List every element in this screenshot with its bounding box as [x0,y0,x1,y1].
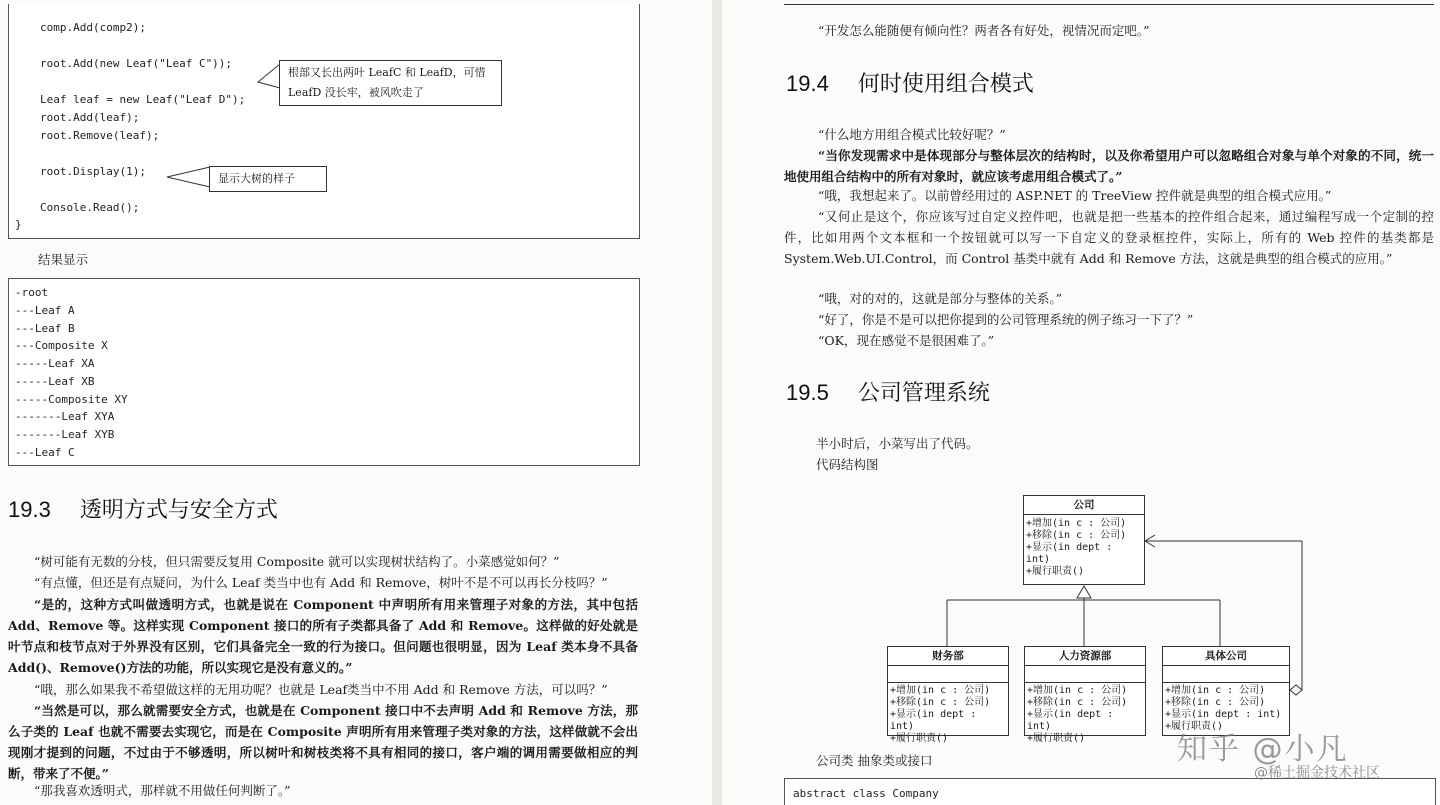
paragraph: “那我喜欢透明式，那样就不用做任何判断了。” [34,783,291,798]
callout-text: 显示大树的样子 [218,172,295,185]
uml-operation: +增加(in c : 公司) [1027,685,1128,696]
output-line: -------Leaf XYA [15,410,115,423]
section-number: 19.4 [786,71,829,96]
juejin-watermark: @稀土掘金技术社区 [1254,765,1380,781]
paragraph: “哦，那么如果我不希望做这样的无用功呢？也就是 Leaf类当中不用 Add 和 Remove 方法，可以吗？” [34,682,608,697]
paragraph: 代码结构图 [816,457,879,472]
result-label: 结果显示 [38,252,89,267]
uml-class-finance [887,646,1009,744]
uml-class-title: 财务部 [888,647,1008,666]
paragraph: “是的，这种方式叫做透明方式，也就是说在 Component 中声明所有用来管理子对象的方法，其中包括 Add、Remove 等。这样实现 Component 接口的所有子类都具备了 Add 和 Remove。这样做的好处就是叶节点和枝节点对于外界没有区别，它们具备完全一致的行为接口。但问题也很明显，因为 Leaf 类本身不具备 Add()、Remove()方法的功能，所以实现它是没有意义的。” [8,597,638,675]
output-line: -root [15,286,49,299]
code-line: } [15,218,22,231]
section-number: 19.5 [786,380,829,405]
code-caption: 公司类 抽象类或接口 [816,753,933,768]
uml-operation: +显示(in dept : int) [1026,542,1113,565]
code-block [784,778,1436,805]
uml-class-title: 人力资源部 [1025,647,1145,666]
paragraph: “有点懂，但还是有点疑问，为什么 Leaf 类当中也有 Add 和 Remove，树叶不是不可以再长分枝吗？” [34,575,608,590]
uml-operation: +增加(in c : 公司) [1026,518,1127,529]
uml-operation: +履行职责() [1165,721,1224,732]
uml-class-title: 公司 [1024,496,1144,515]
section-title: 透明方式与安全方式 [79,498,278,523]
uml-operation: +履行职责() [1027,733,1086,744]
code-line: root.Remove(leaf); [40,129,160,142]
output-line: -----Composite XY [15,393,128,406]
uml-operation: +增加(in c : 公司) [1165,685,1266,696]
paragraph: “又何止是这个，你应该写过自定义控件吧，也就是把一些基本的控件组合起来，通过编程写成一个定制的控件，比如用两个文本框和一个按钮就可以写一下自定义的登录框控件，实际上，所有的 Web 控件的基类都是 System.Web.UI.Control，而 Control 基类中就有 Add 和 Remove 方法，这就是典型的组合模式的应用。” [784,209,1434,266]
callout-text: LeafD 没长牢，被风吹走了 [288,86,424,99]
paragraph: “好了，你是不是可以把你提到的公司管理系统的例子练习一下了？” [818,312,1194,327]
callout-text: 根部又长出两叶 LeafC 和 LeafD，可惜 [288,66,486,79]
output-line: ---Leaf A [15,304,75,317]
code-line: comp.Add(comp2); [40,21,146,34]
uml-operation: +显示(in dept : int) [890,709,977,732]
code-line: Console.Read(); [40,201,140,214]
uml-operation: +移除(in c : 公司) [1165,697,1266,708]
uml-class-company [1023,495,1145,585]
zhihu-watermark: 知乎 @小凡 [1177,732,1349,767]
callout-leaf-note [279,60,502,106]
callout-pointer [165,165,215,195]
code-line: abstract class Company [793,787,939,800]
section-title: 公司管理系统 [857,381,990,406]
uml-operation: +显示(in dept : int) [1027,709,1114,732]
paragraph: “哦，我想起来了。以前曾经用过的 ASP.NET 的 TreeView 控件就是典型的组合模式应用。” [818,188,1332,203]
uml-class-hr [1024,646,1146,744]
code-line: root.Display(1); [40,165,146,178]
output-line: ---Leaf B [15,322,75,335]
paragraph: “当你发现需求中是体现部分与整体层次的结构时，以及你希望用户可以忽略组合对象与单个对象的不同，统一地使用组合结构中的所有对象时，就应该考虑用组合模式了。” [784,148,1434,184]
uml-operation: +移除(in c : 公司) [1027,697,1128,708]
section-number: 19.3 [8,497,51,522]
code-line: root.Add(new Leaf("Leaf C")); [40,57,233,70]
paragraph: “开发怎么能随便有倾向性？两者各有好处，视情况而定吧。” [818,23,1150,38]
code-block [8,4,640,239]
uml-operation: +履行职责() [1026,566,1085,577]
paragraph: “OK，现在感觉不是很困难了。” [818,333,995,348]
right-page [722,0,1440,805]
paragraph: “什么地方用组合模式比较好呢？” [818,127,1006,142]
uml-operation: +移除(in c : 公司) [890,697,991,708]
output-line: ---Composite X [15,339,108,352]
paragraph: “树可能有无数的分枝，但只需要反复用 Composite 就可以实现树状结构了。小菜感觉如何？” [34,554,560,569]
code-line: root.Add(leaf); [40,111,140,124]
paragraph: 半小时后，小菜写出了代码。 [816,436,979,451]
code-line: Leaf leaf = new Leaf("Leaf D"); [40,93,246,106]
uml-class-title: 具体公司 [1163,647,1289,666]
section-heading-19-3 [8,493,278,524]
page-gutter [712,0,722,805]
paragraph: “哦，对的对的，这就是部分与整体的关系。” [818,291,1063,306]
output-block [8,278,640,466]
uml-class-concrete-company [1162,646,1290,736]
uml-operation: +增加(in c : 公司) [890,685,991,696]
callout-display-note [209,166,327,192]
paragraph: “当然是可以，那么就需要安全方式，也就是在 Component 接口中不去声明 Add 和 Remove 方法，那么子类的 Leaf 也就不需要去实现它，而是在 Composite 声明所有用来管理子类对象的方法，这样做就不会出现刚才提到的问题，不过由于不够透明，所以树叶和树枝类将不具有相同的接口，客户端的调用需要做相应的判断，带来了不便。” [8,703,638,781]
uml-operation: +显示(in dept : int) [1165,709,1282,720]
output-line: ---Leaf C [15,446,75,459]
uml-operation: +履行职责() [890,733,949,744]
output-line: -----Leaf XA [15,357,95,370]
uml-operation: +移除(in c : 公司) [1026,530,1127,541]
output-line: -------Leaf XYB [15,428,115,441]
section-title: 何时使用组合模式 [857,72,1034,97]
output-line: -----Leaf XB [15,375,95,388]
left-page [0,0,712,805]
